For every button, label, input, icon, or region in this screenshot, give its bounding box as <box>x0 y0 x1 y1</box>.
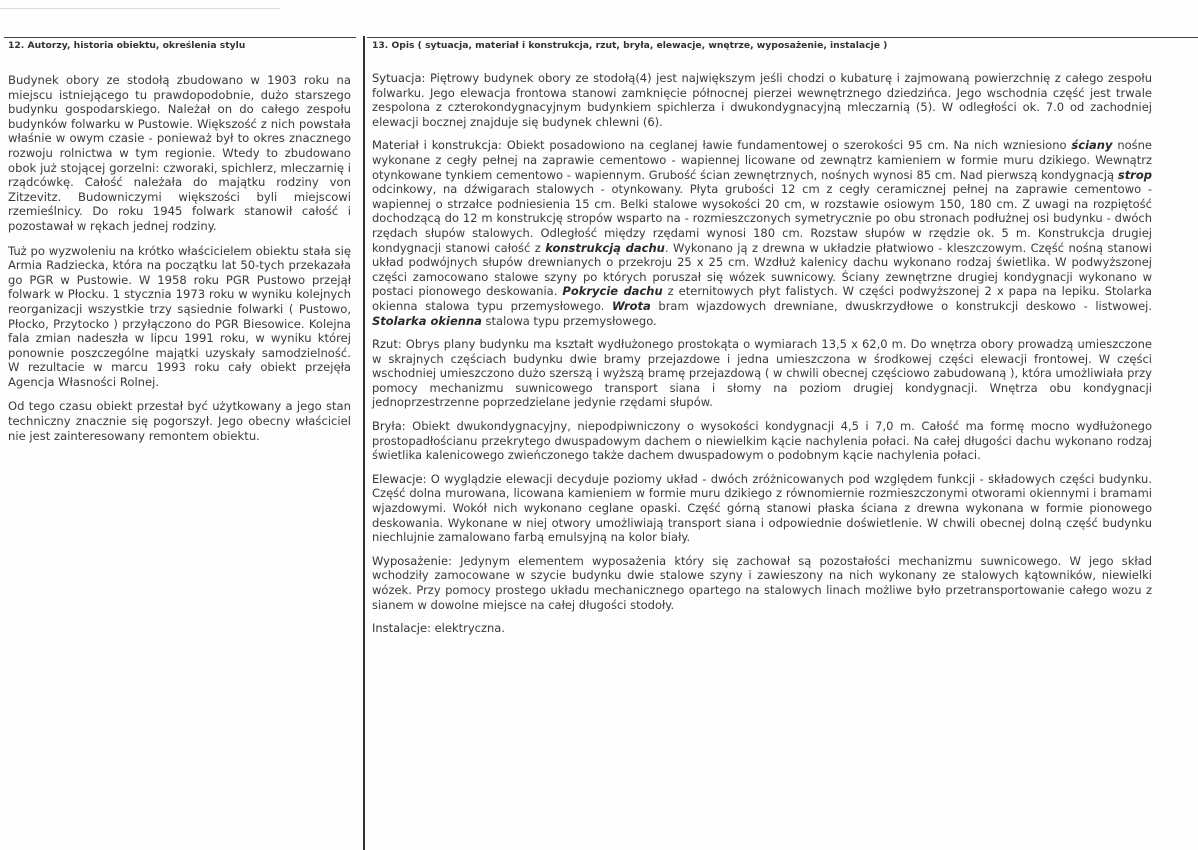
history-paragraph-3: Od tego czasu obiekt przestał być użytkowany a jego stan techniczny znacznie się pogorszył. Jego obecny właściciel nie jest zainteresowany remontem obiektu. <box>8 399 351 443</box>
material-emph-pokrycie-dachu: Pokrycie dachu <box>562 284 663 299</box>
material-text-7: stalowa typu przemysłowego. <box>481 313 657 328</box>
right-column-rule <box>367 37 1198 38</box>
material-text-6: bram wjazdowych drewniane, dwuskrzydłowe o konstrukcji deskowo - listwowej. <box>650 298 1153 313</box>
instalacje-label: Instalacje <box>372 621 428 636</box>
material-text-3: odcinkowy, na dźwigarach stalowych - otynkowany. Płyta grubości 12 cm z cegły ceramicznej pełnej na zaprawie cementowo - wapiennej o strzałce podniesienia 15 cm. Belki stalowe wysokości 20 cm, w rozstawie osiowym 150, 180 cm. Z uwagi na rozpiętość dochodzącą do 12 m konstrukcję stropów wsparto na - rozmieszczonych symetrycznie po obu stronach podłużnej osi budynku - dwóch rzędach słupów stalowych. Odległość między rzędami wynosi 180 cm. Rozstaw słupów w rzędzie ok. 5 m. Konstrukcja drugiej kondygnacji stanowi całość z <box>372 182 1152 255</box>
rzut-paragraph <box>372 337 1152 410</box>
section-13-heading: 13. Opis ( sytuacja, materiał i konstrukcja, rzut, bryła, elewacje, wnętrze, wyposażenie, instalacje ) <box>372 40 888 51</box>
material-text-1: : Obiekt posadowiono na ceglanej ławie fundamentowej o szerokości 95 cm. Na nich wzniesiono <box>498 138 1072 153</box>
material-emph-strop: strop <box>1117 167 1152 182</box>
bryla-label: Bryła <box>372 419 402 434</box>
wyposazenie-text: : Jedynym elementem wyposażenia który się zachował są pozostałości mechanizmu suwnicowego. W jego skład wchodziły zamocowane w szycie budynku dwie stalowe szyny i zawieszony na nich wykonany ze stalowych kątowników, niewielki wózek. Przy pomocy prostego układu mechanicznego opartego na stalowych linach możliwe było przetransportowanie całego wozu z sianem w dowolne miejsce na całej długości stodoły. <box>372 553 1152 612</box>
section-12-heading: 12. Autorzy, historia obiektu, określenia stylu <box>8 40 246 51</box>
elewacje-text: : O wyglądzie elewacji decyduje poziomy układ - dwóch zróżnicowanych pod względem funkcji - składowych części budynku. Część dolna murowana, licowana kamieniem w formie muru dzikiego z równomiernie rozmieszczonymi otworami okiennymi i bramami wjazdowymi. Wokół nich wykonano ceglane opaski. Część górną stanowi płaska ściana z drewna wykonana w formie pionowego deskowania. Wykonane w niej otwory umożliwiają transport siana i odpowiednie doświetlenie. W chwili obecnej dolną część budynku niechlujnie zamalowano farbą emulsyjną na kolor biały. <box>372 471 1152 545</box>
instalacje-paragraph <box>372 621 1152 636</box>
rzut-label: Rzut <box>372 337 398 352</box>
elewacje-paragraph <box>372 472 1152 545</box>
rzut-text: : Obrys plany budynku ma kształt wydłużonego prostokąta o wymiarach 13,5 x 62,0 m. Do wnętrza obory prowadzą umieszczone w skrajnych częściach budynku dwie bramy przejazdowe i jedna umieszczona w środkowej części elewacji frontowej. W części wschodniej umieszczono dużo szerszą i wyższą bramę przejazdową ( w chwili obecnej częściowo zabudowaną ), która umożliwiała przy pomocy mechanizmu suwnicowego transport siana i słomy na poziom drugiej kondygnacji. Wnętrza obu kondygnacji jednoprzestrzenne poprzedzielane jedynie rzędami słupów. <box>372 337 1152 410</box>
left-column-rule <box>4 37 356 38</box>
column-divider <box>363 36 365 850</box>
elewacje-label: Elewacje <box>372 471 423 486</box>
wyposazenie-label: Wyposażenie <box>372 553 449 568</box>
material-paragraph <box>372 138 1152 328</box>
bryla-text: : Obiekt dwukondygnacyjny, niepodpiwniczony o wysokości kondygnacji 4,5 i 7,0 m. Całość ma formę mocno wydłużonego prostopadłościanu przekrytego dwuspadowym dachem o niewielkim kącie nachylenia połaci. Na całej długości dachu wykonano rodzaj świetlika kalenicowego zwieńczonego także dachem dwuspadowym o podobnym kącie nachylenia połaci. <box>372 419 1152 463</box>
bryla-paragraph <box>372 419 1152 463</box>
material-emph-wrota: Wrota <box>611 298 651 313</box>
instalacje-text: : elektryczna. <box>427 621 506 636</box>
sytuacja-paragraph <box>372 71 1152 129</box>
top-edge-line <box>0 8 280 9</box>
material-text-4: . Wykonano ją z drewna w układzie płatwiowo - kleszczowym. Część nośną stanowi układ podwójnych słupów drewnianych o przekroju 25 x 25 cm. Wzdłuż kalenicy dachu wykonano rodzaj świetlika. W podwyższonej części zamocowano stalowe szyny po których poruszał się wózek suwnicowy. Ściany zewnętrzne drugiej kondygnacji wykonano w postaci pionowego deskowania. <box>372 240 1152 299</box>
left-column <box>8 40 351 453</box>
sytuacja-label: Sytuacja <box>372 71 422 85</box>
material-text-2: nośne wykonane z cegły pełnej na zaprawie cementowo - wapiennej licowane od zewnątrz kamieniem w formie muru dzikiego. Wewnątrz otynkowane tynkiem cementowo - wapiennym. Grubość ścian zewnętrznych, nośnych wynosi 85 cm. Nad pierwszą kondygnacją <box>372 138 1152 182</box>
wyposazenie-paragraph <box>372 554 1152 612</box>
material-emph-sciany: ściany <box>1071 138 1113 153</box>
right-column <box>372 40 1152 645</box>
material-label: Materiał i konstrukcja <box>372 138 499 153</box>
history-paragraph-1: Budynek obory ze stodołą zbudowano w 1903 roku na miejscu istniejącego tu prawdopodobnie, dużo starszego budynku gospodarskiego. Należał on do całego zespołu budynków folwarku w Pustowie. Większość z nich powstała właśnie w owym czasie - ponieważ był to okres znacznego rozwoju rolnictwa w tym regionie. Wtedy to zbudowano obok już stojącej gorzelni: czworaki, spichlerz, mleczarnię i rządcówkę. Całość należała do majątku rodziny von Zitzevitz. Budowniczymi większości byli miejscowi rzemieślnicy. Do roku 1945 folwark stanowił całość i pozostawał w rękach jednej rodziny. <box>8 73 351 233</box>
history-paragraph-2: Tuż po wyzwoleniu na krótko właścicielem obiektu stała się Armia Radziecka, która na początku lat 50-tych przekazała go PGR w Pustowie. W 1958 roku PGR Pustowo przejął folwark w Płocku. 1 stycznia 1973 roku w wyniku kolejnych reorganizacji wszystkie trzy sąsiednie folwarki ( Pustowo, Płocko, Przytocko ) przyłączono do PGR Biesowice. Kolejna fala zmian nadeszła w lipcu 1991 roku, w wyniku której ponownie poszczególne majątki uzyskały samodzielność. W rezultacie w marcu 1993 roku cały obiekt przejęła Agencja Własności Rolnej. <box>8 243 351 389</box>
material-emph-konstrukcja-dachu: konstrukcją dachu <box>545 240 665 255</box>
material-text-5: z eternitowych płyt falistych. W części podwyższonej 2 x papa na lepiku. Stolarka okienna stalowa typu przemysłowego. <box>372 284 1153 313</box>
material-emph-stolarka: Stolarka okienna <box>372 313 482 328</box>
sytuacja-text: : Piętrowy budynek obory ze stodołą(4) jest największym jeśli chodzi o kubaturę i zajmowaną powierzchnię z całego zespołu folwarku. Jego elewacja frontowa stanowi zamknięcie północnej pierzei wewnętrznego dziedzińca. Jego wschodnia część jest trwale zespolona z czterokondygnacyjnym budynkiem spichlerza i dwukondygnacyjną mleczarnią (5). W odległości ok. 7.0 od zachodniej elewacji bocznej znajduje się budynek chlewni (6). <box>372 71 1152 129</box>
